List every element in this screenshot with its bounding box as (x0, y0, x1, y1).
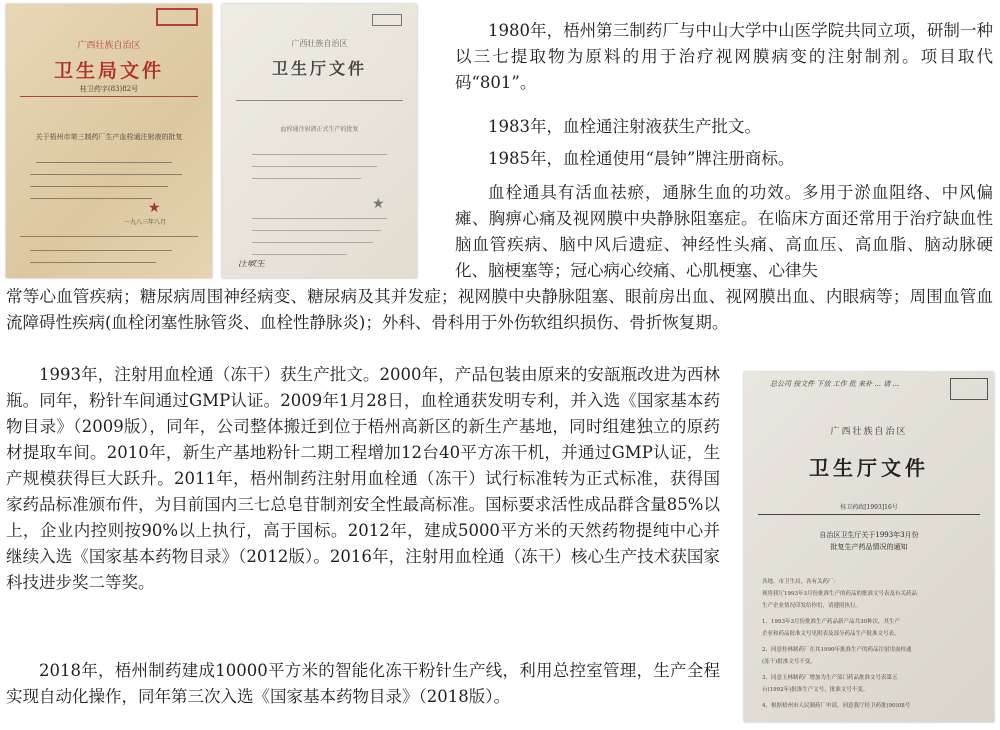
doc-c-number: 桂卫药政[1993]16号 (840, 504, 898, 511)
seal-icon: ★ (372, 196, 385, 212)
doc-a-number: 桂卫药字(83)82号 (79, 85, 139, 93)
doc-b-handwritten-signature: 汪敏生 (238, 260, 266, 269)
paragraph-1993-2016: 1993年，注射用血栓通（冻干）获生产批文。2000年，产品包装由原来的安瓿瓶改进为西林瓶。同年，粉针车间通过GMP认证。2009年1月28日，血栓通获发明专利，并入选《国家基本药物目录》（2009版），同年，公司整体搬迁到位于梧州高新区的新生产基地，同时组建独立的原药材提取车间。2010年，新生产基地粉针二期工程增加12台40平方冻干机，并通过GMP认证，生产规模获得巨大跃升。2011年，梧州制药注射用血栓通（冻干）试行标准转为正式标准，获得国家药品标准颁布件，为目前国内三七总皂苷制剂安全性最高标准。国标要求活性成品群含量85%以上，企业内控则按90%以上执行，高于国标。2012年，建成5000平方米的天然药物提纯中心并继续入选《国家基本药物目录》（2012版）。2016年，注射用血栓通（冻干）核心生产技术获国家科技进步奖二等奖。 (6, 365, 720, 592)
doc-c-subject-line1: 自治区卫生厅关于1993年3月份 (819, 531, 919, 539)
doc-b-subject: 血栓通注射液正式生产的批复 (280, 126, 359, 133)
doc-c-body-line: 现将我厅1993年3月份批准生产的药品的批准文号表及有关药品 (762, 591, 917, 597)
doc-c-title: 卫生厅文件 (809, 456, 929, 480)
doc-a-sign: 一九八三年八月 (124, 219, 167, 226)
document-photo-health-department (222, 4, 417, 278)
doc-a-subject: 关于梧州市第三制药厂生产血栓通注射液的批复 (35, 133, 183, 141)
doc-c-region: 广西壮族自治区 (830, 427, 908, 437)
doc-c-body-line: 2、同意桂林制药厂在其1990年批准生产的药品注射用血栓通 (762, 647, 912, 653)
doc-c-body-line: 3、同意玉林制药厂增加为生产部门药品批准文号表第五 (762, 675, 898, 681)
paragraph-1983: 1983年，血栓通注射液获生产批文。 (488, 117, 761, 136)
paragraph-2018: 2018年，梧州制药建成10000平方米的智能化冻干粉针生产线，利用总控室管理，生产全程实现自动化操作，同年第三次入选《国家基本药物目录》（2018版）。 (6, 661, 720, 706)
official-seal-icon: ★ (148, 200, 161, 216)
doc-a-title: 卫生局文件 (53, 60, 164, 82)
doc-c-body-line: 台(1992年)批准生产文号，批准文号不变。 (762, 687, 869, 693)
doc-c-subject-line2: 批复生产药品情况的通知 (830, 543, 908, 551)
doc-c-body-line: 1、1993年3月份批准生产药品新产品共30种次，其生产 (762, 619, 900, 625)
paragraph-efficacy-part1: 血栓通具有活血祛瘀，通脉生血的功效。多用于淤血阻络、中风偏瘫、胸痹心痛及视网膜中央静脉阻塞症。在临床方面还常用于治疗缺血性脑血管疾病、脑中风后遗症、神经性头痛、高血压、高血脂、脑动脉硬化、脑梗塞等；冠心病心绞痛、心肌梗塞、心律失 (455, 183, 993, 280)
doc-b-title: 卫生厅文件 (271, 59, 367, 78)
doc-c-handwriting: 总公司 按文件 下放 工作 批 来补 ... 请 ... (770, 380, 900, 388)
doc-c-body-line: (冻干)批准文号不变。 (762, 659, 816, 665)
document-photo-health-department-1993 (744, 372, 994, 722)
paragraph-1980: 1980年，梧州第三制药厂与中山大学中山医学院共同立项，研制一种以三七提取物为原料的用于治疗视网膜病变的注射制剂。项目取代码“801”。 (455, 21, 993, 92)
document-photo-health-bureau-1983 (6, 4, 212, 278)
paragraph-1985: 1985年，血栓通使用“晨钟”牌注册商标。 (488, 149, 795, 168)
doc-c-body-line: 生产企业情况印发给你们，请遵照执行。 (762, 603, 862, 609)
paragraph-efficacy-part2: 常等心血管疾病；糖尿病周围神经病变、糖尿病及其并发症；视网膜中央静脉阻塞、眼前房出血、视网膜出血、内眼病等；周围血管血流障碍性疾病(血栓闭塞性脉管炎、血栓性静脉炎)；外科、骨科用于外伤软组织损伤、骨折恢复期。 (6, 287, 993, 332)
doc-b-region: 广西壮族自治区 (291, 39, 348, 48)
doc-c-body-line: 4、根据梧州市人民制药厂申请，同意我厅桂卫药批(90)08号 (762, 703, 911, 709)
doc-c-body-line: 各地、市卫生局，各有关药厂： (762, 579, 840, 585)
doc-c-body-line: 企业和药品批准文号见附表及部分药品生产批准文号表。 (762, 631, 900, 637)
doc-a-region: 广西壮族自治区 (77, 41, 141, 51)
